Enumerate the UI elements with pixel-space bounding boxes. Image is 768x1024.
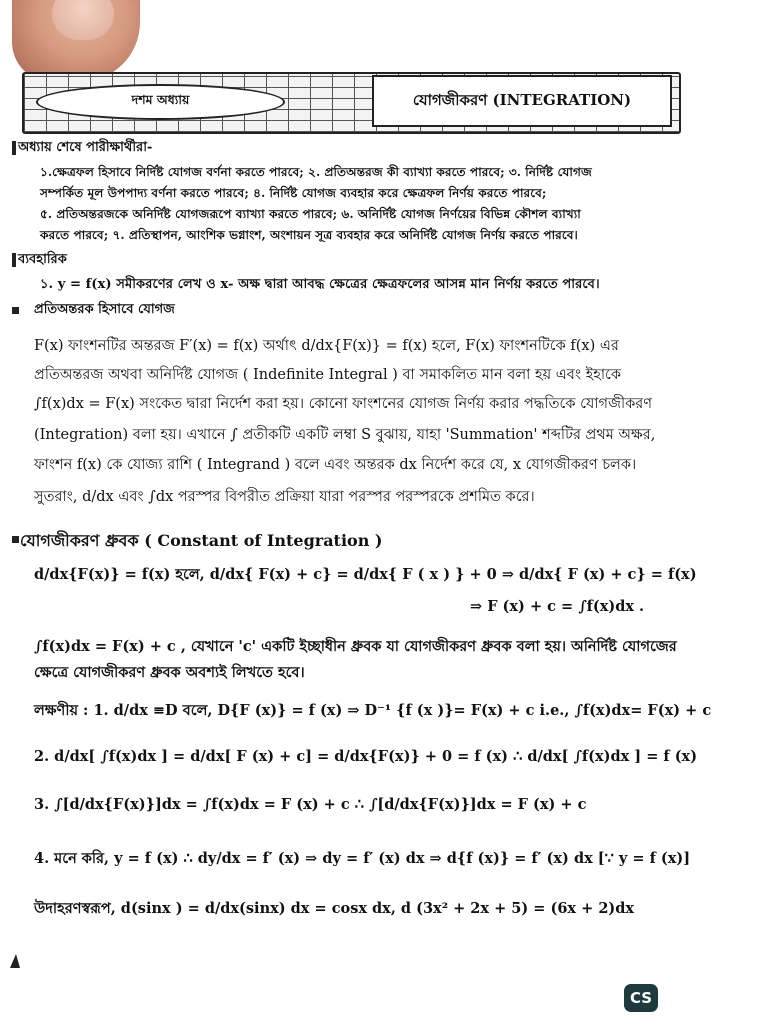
- note-line: 4. মনে করি, y = f (x) ∴ dy/dx = f′ (x) ⇒ dy = f′ (x) dx ⇒ d{f (x)} = f′ (x) dx [∵ y = f (x)]: [34, 850, 691, 867]
- paragraph-line: ফাংশন f(x) কে যোজ্য রাশি ( Integrand ) বলে এবং অন্তরক dx নির্দেশ করে যে, x যোগজীকরণ চলক।: [34, 457, 637, 473]
- note-line: লক্ষণীয় : 1. d/dx ≡D বলে, D{F (x)} = f (x) ⇒ D⁻¹ {f (x )}= F(x) + c i.e., ∫f(x)dx= F(x) + c: [34, 702, 712, 719]
- objective-line: করতে পারবে; ৭. প্রতিস্থাপন, আংশিক ভগ্নাংশ, অংশায়ন সূত্র ব্যবহার করে অনির্দিষ্ট যোগজ নির্ণয় করতে পারবে।: [40, 228, 578, 242]
- note-line: 3. ∫[d/dx{F(x)}]dx = ∫f(x)dx = F (x) + c ∴ ∫[d/dx{F(x)}]dx = F (x) + c: [34, 796, 587, 813]
- objectives-heading: অধ্যায় শেষে পারীক্ষার্থীরা-: [18, 140, 153, 155]
- thumb-photo: [12, 0, 140, 82]
- objective-line: ৫. প্রতিঅন্তরজকে অনির্দিষ্ট যোগজরূপে ব্যাখ্যা করতে পারবে; ৬. অনির্দিষ্ট যোগজ নির্ণয়ের বিভিন্ন কৌশল ব্যাখ্যা: [40, 207, 581, 221]
- practical-item: ১. y = f(x) সমীকরণের লেখ ও x- অক্ষ দ্বারা আবদ্ধ ক্ষেত্রের ক্ষেত্রফলের আসন্ন মান নির্ণয় করতে পারবে।: [40, 277, 600, 292]
- objective-line: ১.ক্ষেত্রফল হিসাবে নির্দিষ্ট যোগজ বর্ণনা করতে পারবে; ২. প্রতিঅন্তরজ কী ব্যাখ্যা করতে পারবে; ৩. নির্দিষ্ট যোগজ: [40, 165, 592, 179]
- section-marker: [12, 253, 16, 267]
- thumbnail-nail: [52, 0, 114, 40]
- page-corner-mark: [10, 954, 20, 968]
- example-line: উদাহরণস্বরূপ, d(sinx ) = d/dx(sinx) dx = cosx dx, d (3x² + 2x + 5) = (6x + 2)dx: [34, 900, 635, 917]
- equation-line: ⇒ F (x) + c = ∫f(x)dx .: [470, 598, 645, 615]
- paragraph-line: ক্ষেত্রে যোগজীকরণ ধ্রুবক অবশ্যই লিখতে হবে।: [34, 664, 305, 681]
- paragraph-line: ∫f(x)dx = F(x) সংকেত দ্বারা নির্দেশ করা হয়। কোনো ফাংশনের যোগজ নির্ণয় করার পদ্ধতিকে যোগজীকরণ: [34, 396, 653, 412]
- section-marker: [12, 141, 16, 155]
- paragraph-line: প্রতিঅন্তরজ অথবা অনির্দিষ্ট যোগজ ( Indefinite Integral ) বা সমাকলিত মান বলা হয় এবং ইহাকে: [34, 367, 622, 383]
- equation-line: d/dx{F(x)} = f(x) হলে, d/dx{ F(x) + c} = d/dx{ F ( x ) } + 0 ⇒ d/dx{ F (x) + c} = f(x): [34, 566, 697, 583]
- chapter-label: দশম অধ্যায়: [36, 84, 285, 120]
- section-heading-antiderivative: প্রতিঅন্তরক হিসাবে যোগজ: [34, 302, 175, 317]
- paragraph-line: সুতরাং, d/dx এবং ∫dx পরস্পর বিপরীত প্রক্রিয়া যারা পরস্পর পরস্পরকে প্রশমিত করে।: [34, 489, 535, 505]
- paragraph-line: F(x) ফাংশনটির অন্তরজ F′(x) = f(x) অর্থাৎ d/dx{F(x)} = f(x) হলে, F(x) ফাংশনটিকে f(x) এর: [34, 338, 619, 354]
- scanner-logo: CS: [624, 984, 658, 1012]
- practical-heading: ব্যবহারিক: [18, 252, 67, 267]
- note-line: 2. d/dx[ ∫f(x)dx ] = d/dx[ F (x) + c] = d/dx{F(x)} + 0 = f (x) ∴ d/dx[ ∫f(x)dx ] = f (x): [34, 748, 698, 765]
- paragraph-line: (Integration) বলা হয়। এখানে ∫ প্রতীকটি একটি লম্বা S বুঝায়, যাহা 'Summation' শব্দটির প্রথম অক্ষর,: [34, 427, 656, 443]
- chapter-title: যোগজীকরণ (INTEGRATION): [372, 75, 672, 127]
- objective-line: সম্পর্কিত মূল উপপাদ্য বর্ণনা করতে পারবে; ৪. নির্দিষ্ট যোগজ ব্যবহার করে ক্ষেত্রফল নির্ণয় করতে পারবে;: [40, 186, 547, 200]
- paragraph-line: ∫f(x)dx = F(x) + c , যেখানে 'c' একটি ইচ্ছাধীন ধ্রুবক যা যোগজীকরণ ধ্রুবক বলা হয়। অনির্দিষ্ট যোগজের: [34, 638, 677, 655]
- bullet-marker: [12, 536, 19, 543]
- bullet-marker: [12, 307, 19, 314]
- section-heading-constant: যোগজীকরণ ধ্রুবক ( Constant of Integration ): [20, 531, 383, 550]
